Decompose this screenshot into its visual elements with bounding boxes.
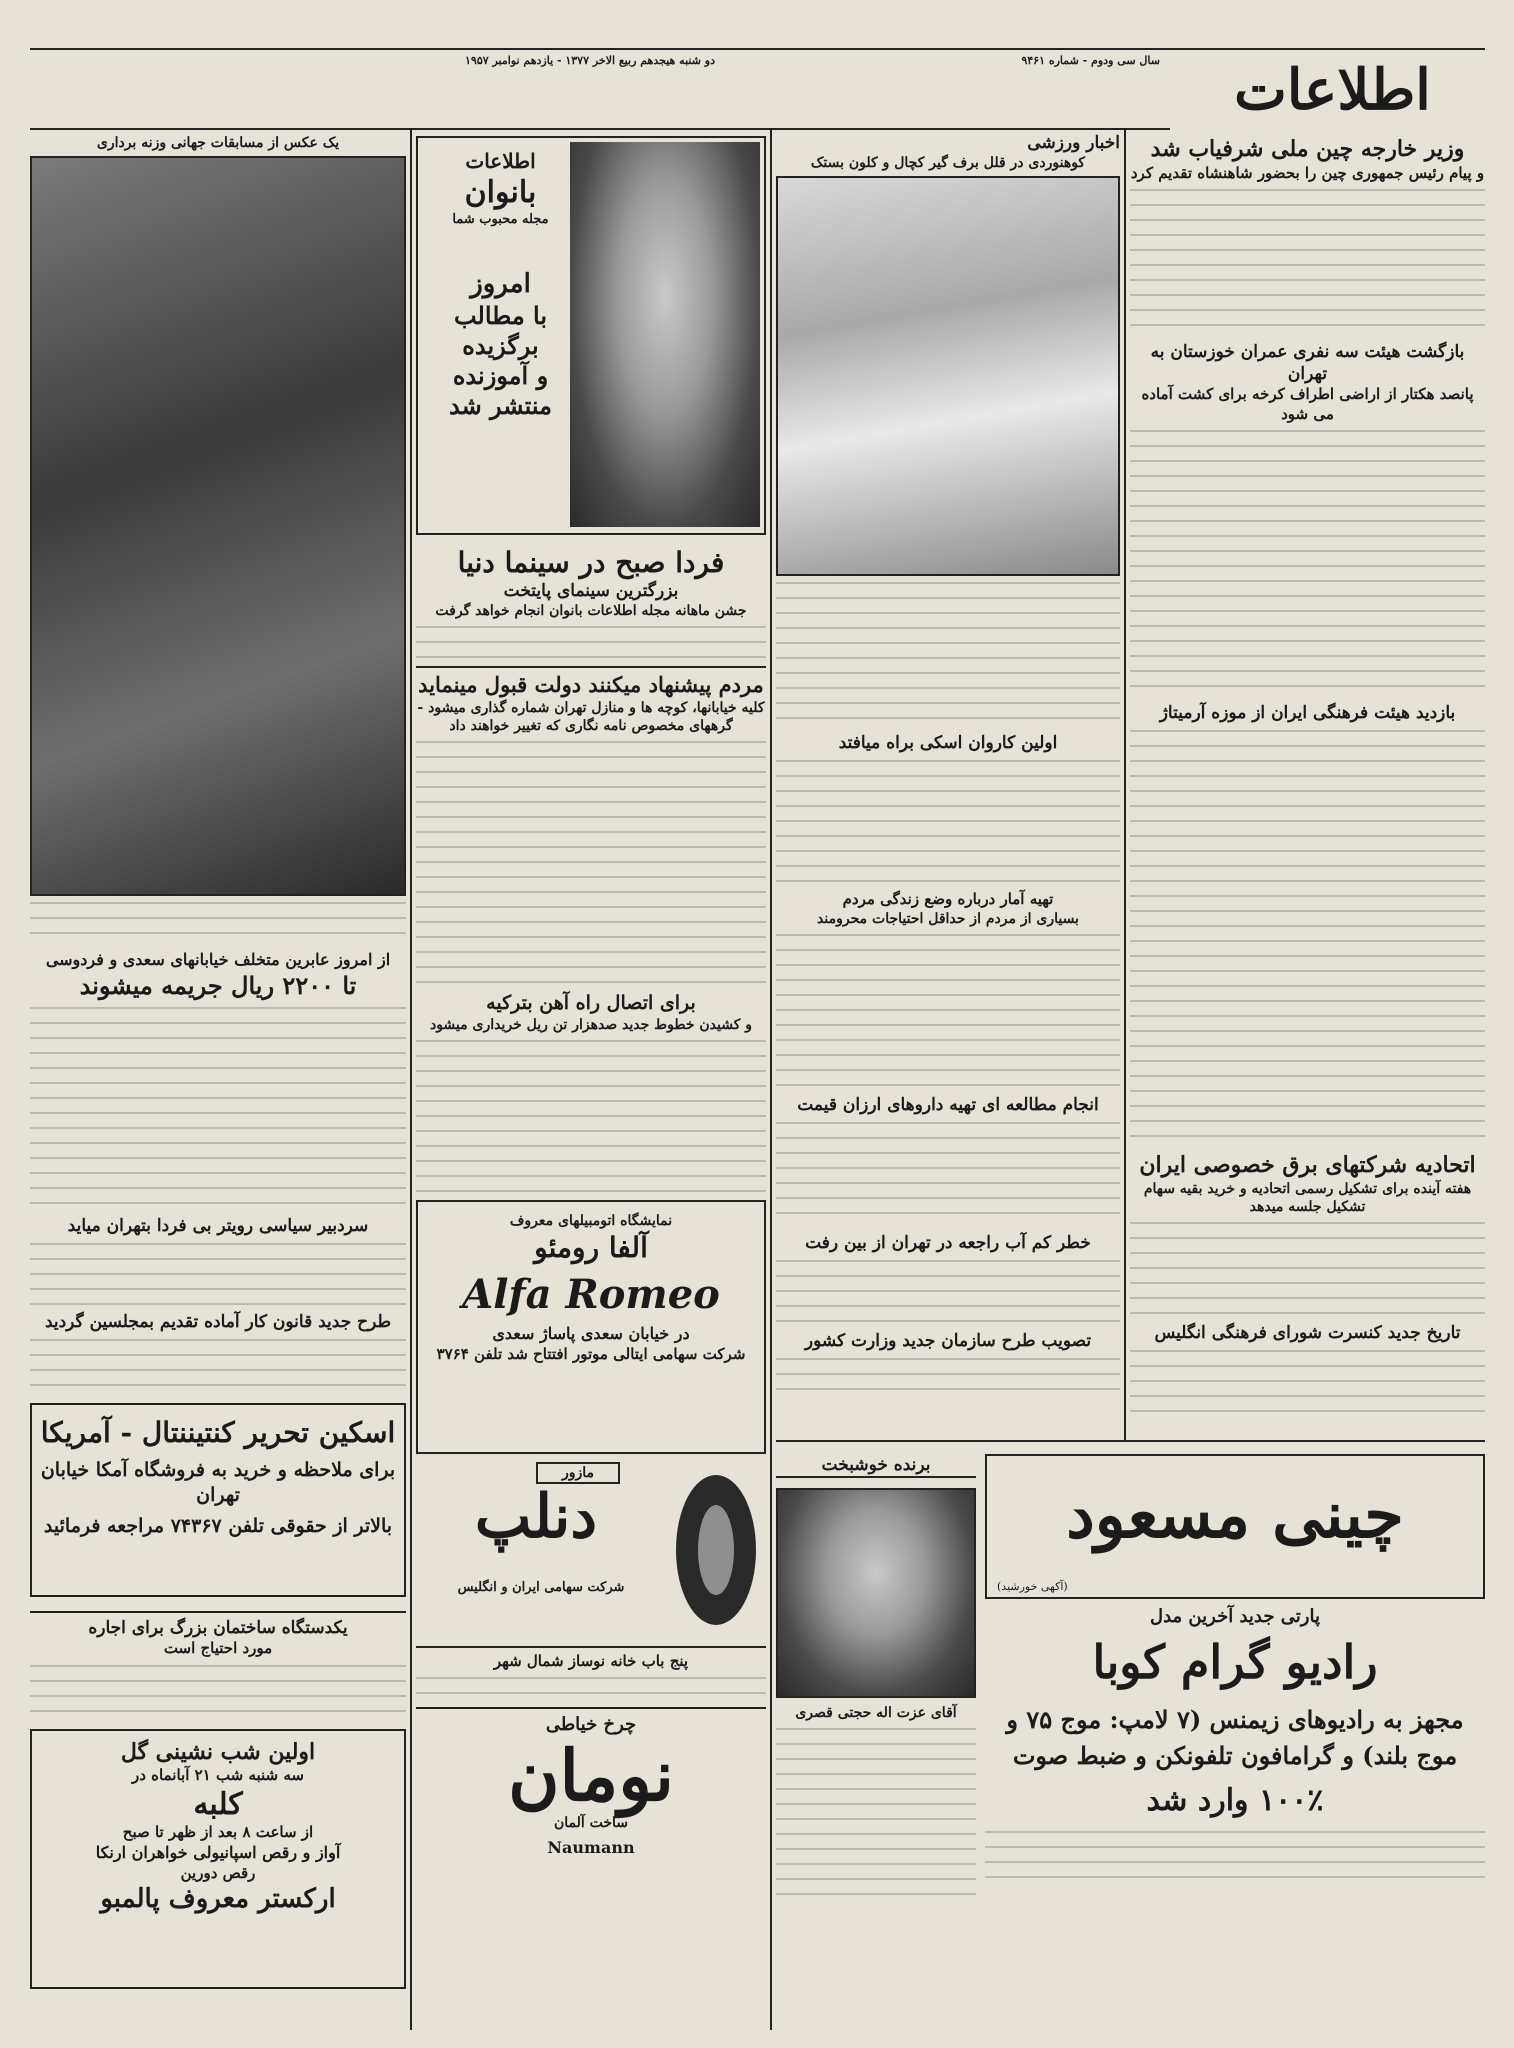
sub-khuzestan: پانصد هکتار از اراضی اطراف کرخه برای کشت آماده می شود bbox=[1141, 385, 1474, 423]
headline-reuters: سردبیر سیاسی رویتر بی فردا بتهران میاید bbox=[67, 1215, 369, 1236]
ad-radio-title: رادیو گرام کوبا bbox=[1092, 1635, 1378, 1690]
article-text-water bbox=[776, 1254, 1120, 1324]
headline-foreign-minister: وزیر خارجه چین ملی شرفیاب شد bbox=[1150, 136, 1465, 162]
col-separator-2 bbox=[770, 130, 772, 2030]
ad-radio-gram bbox=[985, 1605, 1485, 2030]
ad-winner bbox=[776, 1454, 976, 2034]
headline-medicine: انجام مطالعه ای تهیه داروهای ارزان قیمت bbox=[797, 1095, 1099, 1116]
sub-pedestrians: تا ۲۲۰۰ ریال جریمه میشوند bbox=[79, 970, 357, 1000]
photo-caption-text bbox=[30, 896, 406, 946]
section-sports: اخبار ورزشی bbox=[1027, 133, 1120, 153]
ad-dunlop-tag: مازور bbox=[536, 1462, 620, 1484]
ad-gol-5: آواز و رقص اسپانیولی خواهران ارنکا bbox=[95, 1842, 341, 1862]
sub-addresses: کلیه خیابانها، کوچه ها و منازل تهران شماره گذاری میشود - گرههای مخصوص نامه نگاری که تغییر خواهند داد bbox=[417, 699, 765, 734]
headline-railway: برای اتصال راه آهن بترکیه bbox=[486, 991, 696, 1014]
sub-electric-union: هفته آینده برای تشکیل رسمی اتحادیه و خرید بقیه سهام تشکیل جلسه میدهد bbox=[1143, 1180, 1472, 1215]
ad-mag-line-3: مجله محبوب شما bbox=[452, 211, 549, 227]
article-text-5 bbox=[1130, 1344, 1485, 1424]
article-text-railway bbox=[416, 1034, 766, 1194]
ad-naumann-en: Naumann bbox=[547, 1837, 635, 1857]
ad-housing: پنج باب خانه نوساز شمال شهر bbox=[416, 1646, 766, 1672]
ad-building-text bbox=[30, 1659, 406, 1719]
bottom-right-rule bbox=[776, 1440, 1485, 1442]
article-text-labor bbox=[30, 1333, 406, 1393]
ad-naumann-origin: ساخت آلمان bbox=[553, 1814, 629, 1831]
headline-addresses: مردم پیشنهاد میکنند دولت قبول مینماید bbox=[416, 666, 766, 698]
ad-dunlop-brand: دنلپ bbox=[474, 1481, 598, 1552]
photo-caption-mountain: کوهنوردی در قلل برف گیر کچال و کلون بستک bbox=[810, 155, 1086, 172]
ad-masoud-note: (آکهی خورشید) bbox=[997, 1580, 1068, 1593]
headline-water: خطر کم آب راجعه در تهران از بین رفت bbox=[805, 1233, 1091, 1254]
ad-chini-masoud bbox=[985, 1454, 1485, 1599]
ad-mag-line-8: منتشر شد bbox=[448, 390, 553, 420]
column-left bbox=[30, 132, 406, 2032]
cinema-title: فردا صبح در سینما دنیا bbox=[457, 546, 725, 579]
headline-interior: تصویب طرح سازمان جدید وزارت کشور bbox=[804, 1331, 1092, 1352]
article-text-2 bbox=[1130, 424, 1485, 694]
tire-illustration bbox=[666, 1470, 766, 1630]
ad-dunlop bbox=[416, 1460, 766, 1640]
photo-caption-weightlifting: یک عکس از مسابقات جهانی وزنه برداری bbox=[96, 135, 340, 151]
ad-winner-text bbox=[776, 1722, 976, 1902]
ad-naumann bbox=[416, 1707, 766, 1943]
headline-labor-law: طرح جدید قانون کار آماده تقدیم بمجلسین گردید bbox=[44, 1312, 392, 1333]
ad-mag-line-1: اطلاعات bbox=[465, 149, 536, 173]
ad-building-sub: مورد احتیاج است bbox=[163, 1639, 273, 1658]
headline-ski: اولین کاروان اسکی براه میافتد bbox=[838, 733, 1058, 754]
column-right bbox=[1130, 132, 1485, 1437]
article-text-mountain bbox=[776, 576, 1120, 726]
sub-railway: و کشیدن خطوط جدید صدهزار تن ریل خریداری میشود bbox=[429, 1016, 753, 1033]
cinema-text bbox=[416, 620, 766, 662]
article-text-medicine bbox=[776, 1116, 1120, 1226]
cinema-sub: بزرگترین سینمای پایتخت bbox=[503, 581, 679, 601]
ad-mag-line-7: و آموزنده bbox=[452, 360, 549, 390]
article-text-ski bbox=[776, 754, 1120, 884]
headline-pedestrians: از امروز عابرین متخلف خیابانهای سعدی و فردوسی bbox=[45, 950, 391, 970]
ad-continental-1: اسکین تحریر کنتیننتال - آمریکا bbox=[40, 1416, 396, 1450]
ad-continental-3: بالاتر از حقوقی تلفن ۷۴۳۶۷ مراجعه فرمائید bbox=[43, 1514, 393, 1537]
woman-portrait-photo bbox=[570, 142, 760, 527]
article-text-3 bbox=[1130, 724, 1485, 1144]
ad-mag-line-4: امروز bbox=[470, 269, 531, 300]
ad-radio-end: ۱۰۰٪ وارد شد bbox=[1146, 1782, 1324, 1818]
ad-banovan-magazine bbox=[416, 136, 766, 535]
winner-portrait-photo bbox=[776, 1488, 976, 1698]
ad-gol-1: اولین شب نشینی گل bbox=[120, 1738, 316, 1765]
ad-gol-3: کلبه bbox=[193, 1786, 243, 1822]
headline-concert: تاریخ جدید کنسرت شورای فرهنگی انگلیس bbox=[1154, 1323, 1461, 1344]
ad-winner-name: آقای عزت اله حجتی قصری bbox=[795, 1705, 957, 1722]
ad-radio-text bbox=[985, 1825, 1485, 1885]
ad-alfa-en: Alfa Romeo bbox=[462, 1270, 720, 1318]
masthead-title: اطلاعات bbox=[1234, 57, 1431, 123]
headline-electric-union: اتحادیه شرکتهای برق خصوصی ایران bbox=[1139, 1152, 1476, 1179]
article-text-4 bbox=[1130, 1216, 1485, 1316]
ad-naumann-sub: چرخ خیاطی bbox=[545, 1714, 637, 1736]
ad-gol-7: ارکستر معروف پالمبو bbox=[100, 1884, 336, 1915]
ad-mag-line-2: بانوان bbox=[464, 175, 537, 210]
column-2 bbox=[776, 132, 1120, 1532]
issue-line: سال سی ودوم - شماره ۹۴۶۱ bbox=[1021, 54, 1160, 67]
ad-alfa-fa: آلفا رومئو bbox=[534, 1230, 648, 1264]
article-text-addresses bbox=[416, 735, 766, 985]
ad-mag-line-6: برگزیده bbox=[462, 330, 539, 360]
ad-radio-top: پارتی جدید آخرین مدل bbox=[1150, 1606, 1320, 1627]
ad-gol-6: رقص دورین bbox=[180, 1863, 256, 1882]
ad-alfa-top: نمایشگاه اتومبیلهای معروف bbox=[509, 1212, 673, 1229]
headline-statistics: تهیه آمار درباره وضع زندگی مردم bbox=[842, 890, 1054, 909]
ad-continental bbox=[30, 1403, 406, 1597]
ad-alfa-co: شرکت سهامی ایتالی موتور افتتاح شد تلفن ۳۷۶۴ bbox=[436, 1344, 746, 1363]
article-text-1 bbox=[1130, 183, 1485, 333]
date-line: دو شنبه هیجدهم ربیع الاخر ۱۳۷۷ - یازدهم نوامبر ۱۹۵۷ bbox=[465, 54, 715, 67]
article-text-stats bbox=[776, 928, 1120, 1088]
ad-gol-night bbox=[30, 1729, 406, 1989]
ad-mag-line-5: با مطالب bbox=[453, 300, 548, 330]
mountaineers-photo bbox=[776, 176, 1120, 576]
sub-statistics: بسیاری از مردم از حداقل احتیاجات محرومند bbox=[817, 910, 1079, 927]
article-text-interior bbox=[776, 1352, 1120, 1392]
ad-radio-body: مجهز به رادیوهای زیمنس (۷ لامپ: موج ۷۵ و موج بلند) و گرامافون تلفونکن و ضبط صوت bbox=[1006, 1704, 1464, 1770]
article-text-pedestrians bbox=[30, 1001, 406, 1211]
ad-gol-2: سه شنبه شب ۲۱ آبانماه در bbox=[132, 1766, 304, 1785]
ad-building-title: یکدستگاه ساختمان بزرگ برای اجاره bbox=[88, 1618, 348, 1639]
weightlifting-photo bbox=[30, 156, 406, 896]
column-3 bbox=[416, 132, 766, 2032]
article-text-reuters bbox=[30, 1237, 406, 1307]
ad-alfa-romeo bbox=[416, 1200, 766, 1454]
col-separator-3 bbox=[410, 130, 412, 2030]
ad-alfa-addr: در خیابان سعدی پاساژ سعدی bbox=[492, 1323, 690, 1343]
cinema-line: جشن ماهانه مجله اطلاعات بانوان انجام خواهد گرفت bbox=[435, 603, 747, 620]
masthead-rule bbox=[30, 128, 1170, 130]
ad-winner-title: برنده خوشبخت bbox=[776, 1454, 976, 1478]
ad-dunlop-co: شرکت سهامی ایران و انگلیس bbox=[457, 1579, 625, 1595]
ad-masoud-title: چینی مسعود bbox=[1066, 1478, 1404, 1553]
ad-gol-4: از ساعت ۸ بعد از ظهر تا صبح bbox=[122, 1823, 314, 1842]
headline-khuzestan: بازگشت هیئت سه نفری عمران خوزستان به تهران bbox=[1150, 342, 1465, 385]
col-separator-1 bbox=[1124, 130, 1126, 1440]
ad-housing-text bbox=[416, 1671, 766, 1701]
ad-building bbox=[30, 1611, 406, 1719]
ad-naumann-brand: نومان bbox=[508, 1733, 674, 1817]
ad-continental-2: برای ملاحظه و خرید به فروشگاه آمکا خیابان تهران bbox=[40, 1459, 396, 1506]
headline-hermitage: بازدید هیئت فرهنگی ایران از موزه آرمیتاژ bbox=[1159, 703, 1456, 724]
sub-foreign-minister: و پیام رئیس جمهوری چین را بحضور شاهنشاه تقدیم کرد bbox=[1130, 163, 1485, 182]
